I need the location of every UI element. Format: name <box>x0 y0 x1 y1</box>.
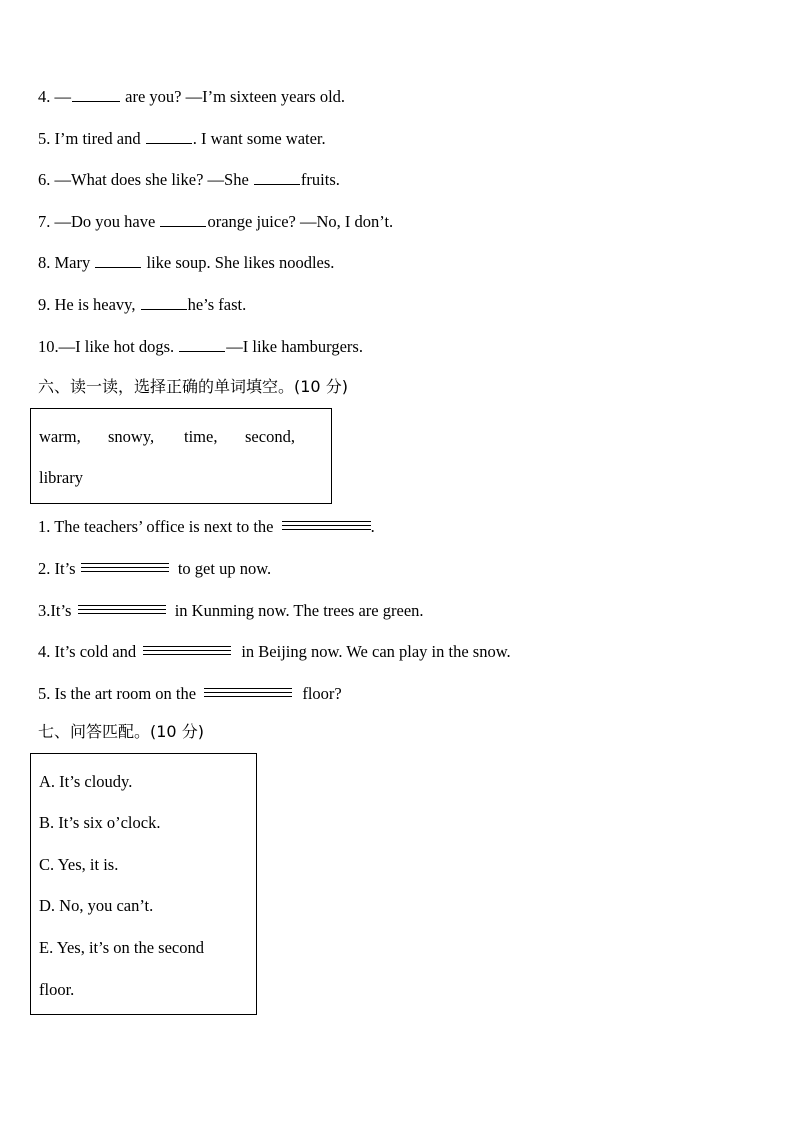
question-text: to get up now. <box>177 559 272 578</box>
answer-blank[interactable] <box>72 87 120 102</box>
answer-option-a: A. It’s cloudy. <box>39 772 133 791</box>
section6-item-4 <box>38 642 511 662</box>
question-number: 7. <box>38 212 51 231</box>
answer-option-c: C. Yes, it is. <box>39 855 119 874</box>
question-4 <box>38 87 345 107</box>
section6-item-5 <box>38 684 342 704</box>
question-5 <box>38 129 326 149</box>
question-text: he’s fast. <box>187 295 247 314</box>
word-bank-row <box>39 427 295 447</box>
question-text: —I like hamburgers. <box>226 337 363 356</box>
answer-blank[interactable] <box>95 253 141 268</box>
question-text: orange juice? —No, I don’t. <box>207 212 394 231</box>
question-text: —What does she like? —She <box>54 170 249 189</box>
answer-blank[interactable] <box>78 601 166 619</box>
word-bank-word: snowy, <box>108 427 155 446</box>
question-7 <box>38 212 393 232</box>
question-9 <box>38 295 246 315</box>
question-text: fruits. <box>300 170 340 189</box>
question-number: 8. <box>38 253 51 272</box>
question-text: 4. It’s cold and <box>38 642 137 661</box>
question-text: —I like hot dogs. <box>58 337 175 356</box>
word-bank-word: second, <box>245 427 295 446</box>
question-text: in Beijing now. We can play in the snow. <box>241 642 511 661</box>
answer-blank[interactable] <box>143 642 231 660</box>
answer-option-b: B. It’s six o’clock. <box>39 813 161 832</box>
answer-option-d: D. No, you can’t. <box>39 896 154 915</box>
question-number: 6. <box>38 170 51 189</box>
word-bank-box <box>30 408 332 504</box>
question-text: are you? —I’m sixteen years old. <box>125 87 346 106</box>
question-text: —Do you have <box>54 212 156 231</box>
question-text: — <box>54 87 71 106</box>
answer-blank[interactable] <box>179 337 225 352</box>
section-7-heading: 七、问答匹配。(10 分) <box>38 722 204 741</box>
word-bank-word: time, <box>184 427 218 446</box>
answer-blank[interactable] <box>141 295 187 310</box>
question-text: I’m tired and <box>54 129 141 148</box>
question-text: like soup. She likes noodles. <box>146 253 335 272</box>
section6-item-1 <box>38 517 375 537</box>
question-text: in Kunming now. The trees are green. <box>174 601 424 620</box>
answer-option-e: E. Yes, it’s on the second <box>39 938 204 957</box>
question-number: 4. <box>38 87 51 106</box>
question-text: 1. The teachers’ office is next to the <box>38 517 274 536</box>
answer-option-e-continued: floor. <box>39 980 75 999</box>
answer-blank[interactable] <box>160 212 206 227</box>
section6-item-3 <box>38 601 424 621</box>
question-text: 2. It’s <box>38 559 76 578</box>
question-text: . <box>370 517 375 536</box>
section-6-heading: 六、读一读，选择正确的单词填空。(10 分) <box>38 377 348 396</box>
word-bank-word: warm, <box>39 427 81 446</box>
question-text: 3.It’s <box>38 601 72 620</box>
word-bank-row <box>39 468 83 488</box>
answer-blank[interactable] <box>204 684 292 702</box>
answer-blank[interactable] <box>282 517 371 535</box>
answer-options-box <box>30 753 257 1015</box>
answer-blank[interactable] <box>146 129 192 144</box>
question-number: 9. <box>38 295 51 314</box>
word-bank-word: library <box>39 468 83 487</box>
answer-blank[interactable] <box>254 170 300 185</box>
question-8 <box>38 253 334 273</box>
question-text: He is heavy, <box>54 295 136 314</box>
question-number: 10. <box>38 337 59 356</box>
question-text: Mary <box>54 253 91 272</box>
question-10 <box>38 337 363 357</box>
question-number: 5. <box>38 129 51 148</box>
question-text: . I want some water. <box>192 129 326 148</box>
question-6 <box>38 170 340 190</box>
answer-blank[interactable] <box>81 559 169 577</box>
question-text: 5. Is the art room on the <box>38 684 197 703</box>
question-text: floor? <box>302 684 342 703</box>
section6-item-2 <box>38 559 271 579</box>
